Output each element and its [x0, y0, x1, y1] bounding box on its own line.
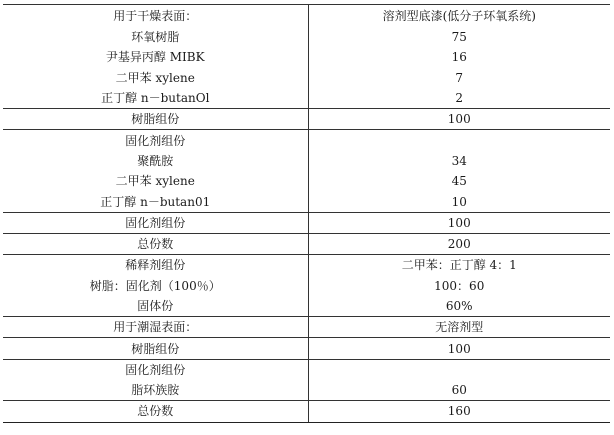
row-label-cell: 树脂：固化剂（100％） [3, 276, 308, 296]
table-row [3, 233, 610, 254]
row-label-cell: 正丁醇 n－butanOl [3, 88, 308, 109]
row-label-cell: 聚酰胺 [3, 151, 308, 171]
row-label-cell: 用于潮湿表面： [3, 317, 308, 338]
row-value-cell: 200 [308, 233, 610, 254]
table-row [3, 171, 610, 191]
row-value-cell: 160 [308, 401, 610, 422]
row-label-cell: 固体份 [3, 296, 308, 317]
header-right-cell: 溶剂型底漆(低分子环氧系统) [308, 5, 610, 28]
table-row [3, 130, 610, 151]
table-row [3, 401, 610, 422]
row-value-cell: 16 [451, 50, 467, 65]
row-value-cell: 60% [445, 299, 473, 313]
table-row [3, 68, 610, 88]
row-label-cell: 正丁醇 n－butan01 [3, 191, 308, 212]
row-value-cell [308, 359, 610, 380]
row-label-cell: 稀释剂组份 [3, 255, 308, 276]
table-row [3, 88, 610, 109]
table-row [3, 109, 610, 130]
table-row [3, 255, 610, 276]
row-label-cell: 固化剂组份 [3, 212, 308, 233]
row-label-cell: 树脂组份 [3, 109, 308, 130]
row-value-cell [308, 130, 610, 151]
row-label-cell: 二甲苯 xylene [3, 171, 308, 191]
row-value-cell: 45 [451, 174, 467, 189]
table-row [3, 151, 610, 171]
row-value-cell: 100 [308, 338, 610, 359]
table-row [3, 380, 610, 401]
row-value-cell: 7 [455, 70, 464, 85]
row-value-cell: 60 [451, 383, 467, 398]
table-header-row [3, 5, 610, 28]
row-value-cell: 二甲苯：正丁醇 4：1 [308, 255, 610, 276]
table-row [3, 276, 610, 296]
row-value-cell: 10 [451, 194, 467, 209]
row-label-cell: 固化剂组份 [3, 130, 308, 151]
header-left-cell: 用于干燥表面： [3, 5, 308, 28]
row-label-cell: 环氧树脂 [3, 27, 308, 47]
table-row [3, 191, 610, 212]
table-row [3, 27, 610, 47]
table-row [3, 296, 610, 317]
row-label-cell: 树脂组份 [3, 338, 308, 359]
table-body [3, 5, 610, 423]
row-value-cell: 100 [308, 212, 610, 233]
table-row [3, 47, 610, 67]
row-label-cell: 总份数 [3, 401, 308, 422]
row-label-cell: 脂环族胺 [3, 380, 308, 401]
row-label-cell: 固化剂组份 [3, 359, 308, 380]
row-label-cell: 总份数 [3, 233, 308, 254]
table-row [3, 359, 610, 380]
table-row [3, 212, 610, 233]
row-value-cell: 100 [308, 109, 610, 130]
row-label-cell: 二甲苯 xylene [3, 68, 308, 88]
row-value-cell: 100：60 [434, 278, 485, 293]
row-value-cell: 无溶剂型 [308, 317, 610, 338]
table-row [3, 338, 610, 359]
row-value-cell: 2 [455, 91, 464, 106]
formulation-table [3, 4, 610, 423]
row-label-cell: 尹基异丙醇 MIBK [3, 47, 308, 67]
row-value-cell: 34 [451, 153, 467, 168]
table-row [3, 317, 610, 338]
row-value-cell: 75 [451, 30, 467, 45]
